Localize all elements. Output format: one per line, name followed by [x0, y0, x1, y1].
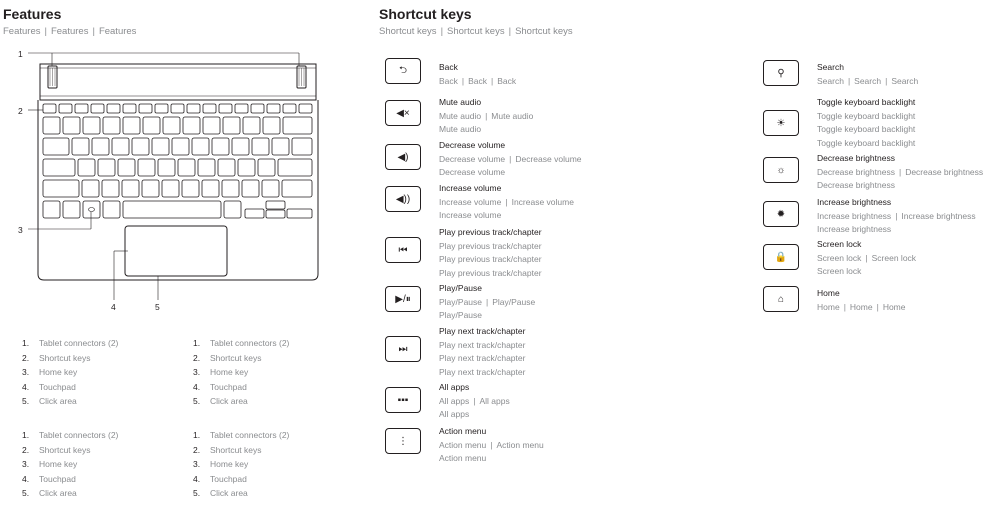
screen-lock-icon: 🔒: [763, 244, 799, 270]
callout-1: 1: [18, 49, 23, 59]
list-item: 1. Tablet connectors (2): [22, 338, 119, 348]
shortcut-translations: Decrease brightness | Decrease brightness Decrease brightness: [817, 166, 984, 190]
next-track-icon: ⏭: [385, 336, 421, 362]
shortcut-item: [439, 139, 582, 180]
search-icon: ⚲: [763, 60, 799, 86]
shortcut-item: [439, 226, 542, 280]
shortcuts-subtitle-2: Shortcut keys: [447, 26, 505, 37]
shortcut-title: Mute audio: [439, 97, 482, 107]
features-list-1: [22, 336, 118, 409]
features-list-3: [22, 428, 118, 501]
shortcut-item: [817, 238, 916, 279]
features-list-2: [193, 336, 289, 409]
shortcut-translations: Play/Pause | Play/Pause Play/Pause: [439, 296, 536, 320]
list-item: 3. Home key: [22, 459, 78, 469]
shortcut-title: Play previous track/chapter: [439, 227, 542, 237]
shortcuts-subtitle: Shortcut keys | Shortcut keys | Shortcut keys: [379, 26, 573, 37]
list-item: 3. Home key: [22, 367, 78, 377]
list-item: 4. Touchpad: [22, 381, 76, 392]
list-item: 1. Tablet connectors (2): [193, 430, 290, 440]
keyboard-backlight-icon: ☀: [763, 110, 799, 136]
shortcut-translations: Search | Search | Search: [817, 75, 919, 86]
volume-down-icon: ◀): [385, 144, 421, 170]
shortcut-translations: Home | Home | Home: [817, 301, 906, 312]
shortcut-item: [439, 381, 510, 422]
volume-up-icon: ◀)): [385, 186, 421, 212]
list-item: 4. Touchpad: [22, 473, 76, 484]
home-key: [83, 201, 100, 218]
list-item: 5. Click area: [193, 396, 248, 406]
all-apps-icon: ▪▪▪: [385, 387, 421, 413]
shortcut-item: [439, 182, 574, 223]
list-item: 2. Shortcut keys: [193, 352, 262, 363]
shortcut-title: Toggle keyboard backlight: [817, 97, 916, 107]
shortcuts-title: Shortcut keys: [379, 6, 472, 22]
shortcut-item: [439, 96, 533, 137]
shortcut-title: All apps: [439, 382, 470, 392]
list-item: 2. Shortcut keys: [22, 444, 91, 455]
shortcut-item: [439, 425, 544, 466]
shortcut-translations: Increase brightness | Increase brightness Increase brightness: [817, 210, 976, 234]
features-subtitle-2: Features: [50, 26, 89, 37]
callout-5: 5: [155, 302, 160, 312]
shortcut-item: [817, 152, 983, 193]
alpha-key-rows: [43, 117, 312, 218]
shortcut-item: [439, 61, 516, 88]
shortcut-translations: Screen lock | Screen lock Screen lock: [817, 252, 917, 276]
previous-track-icon: ⏮: [385, 237, 421, 263]
shortcut-item: [439, 325, 525, 379]
list-item: 5. Click area: [22, 396, 77, 406]
shortcut-translations: Action menu | Action menu Action menu: [439, 439, 544, 463]
shortcut-title: Home: [817, 288, 840, 298]
list-item: 1. Tablet connectors (2): [22, 430, 119, 440]
action-menu-icon: ⋮: [385, 428, 421, 454]
brightness-down-icon: ☼: [763, 157, 799, 183]
shortcut-translations: Toggle keyboard backlight Toggle keyboard backlight Toggle keyboard backlight: [817, 110, 916, 148]
brightness-up-icon: ✹: [763, 201, 799, 227]
keyboard-illustration: [0, 44, 340, 324]
shortcuts-subtitle-1: Shortcut keys: [379, 26, 437, 37]
features-title: Features: [3, 6, 62, 22]
shortcut-translations: Increase volume | Increase volume Increase volume: [439, 196, 574, 220]
shortcut-item: [817, 196, 976, 237]
shortcut-item: [439, 282, 535, 323]
shortcut-title: Increase brightness: [817, 197, 892, 207]
shortcut-key-row: [43, 104, 312, 113]
shortcut-translations: All apps | All apps All apps: [439, 395, 510, 419]
callout-3: 3: [18, 225, 23, 235]
shortcut-title: Decrease volume: [439, 140, 506, 150]
mute-icon: ◀×: [385, 100, 421, 126]
shortcut-title: Search: [817, 62, 844, 72]
list-item: 4. Touchpad: [193, 381, 247, 392]
shortcut-translations: Play next track/chapter Play next track/chapter Play next track/chapter: [439, 339, 526, 377]
shortcut-title: Play next track/chapter: [439, 326, 526, 336]
shortcut-title: Play/Pause: [439, 283, 482, 293]
list-item: 4. Touchpad: [193, 473, 247, 484]
shortcut-title: Back: [439, 62, 458, 72]
shortcut-translations: Mute audio | Mute audio Mute audio: [439, 110, 534, 134]
features-subtitle: Features | Features | Features: [3, 26, 137, 37]
shortcut-translations: Decrease volume | Decrease volume Decrease volume: [439, 153, 582, 177]
shortcut-translations: Play previous track/chapter Play previous track/chapter Play previous track/chapter: [439, 240, 542, 278]
play-pause-icon: ▶/⏸: [385, 286, 421, 312]
shortcut-title: Increase volume: [439, 183, 502, 193]
shortcut-item: [817, 61, 918, 88]
back-arrow-icon: ⮌: [385, 58, 421, 84]
list-item: 5. Click area: [193, 488, 248, 498]
shortcut-item: [817, 96, 915, 150]
list-item: 3. Home key: [193, 459, 249, 469]
list-item: 2. Shortcut keys: [193, 444, 262, 455]
features-subtitle-3: Features: [98, 26, 137, 37]
touchpad: [125, 226, 227, 276]
callout-2: 2: [18, 106, 23, 116]
list-item: 3. Home key: [193, 367, 249, 377]
shortcut-translations: Back | Back | Back: [439, 75, 517, 86]
dock-outline: [40, 64, 316, 100]
shortcut-item: [817, 287, 906, 314]
shortcut-title: Action menu: [439, 426, 487, 436]
features-subtitle-1: Features: [3, 26, 41, 37]
features-list-4: [193, 428, 289, 501]
shortcuts-subtitle-3: Shortcut keys: [515, 26, 573, 37]
callout-4: 4: [111, 302, 116, 312]
home-icon: ⌂: [763, 286, 799, 312]
list-item: 5. Click area: [22, 488, 77, 498]
list-item: 2. Shortcut keys: [22, 352, 91, 363]
list-item: 1. Tablet connectors (2): [193, 338, 290, 348]
shortcut-title: Decrease brightness: [817, 153, 895, 163]
keyboard-drawing: [28, 53, 318, 300]
shortcut-title: Screen lock: [817, 239, 862, 249]
